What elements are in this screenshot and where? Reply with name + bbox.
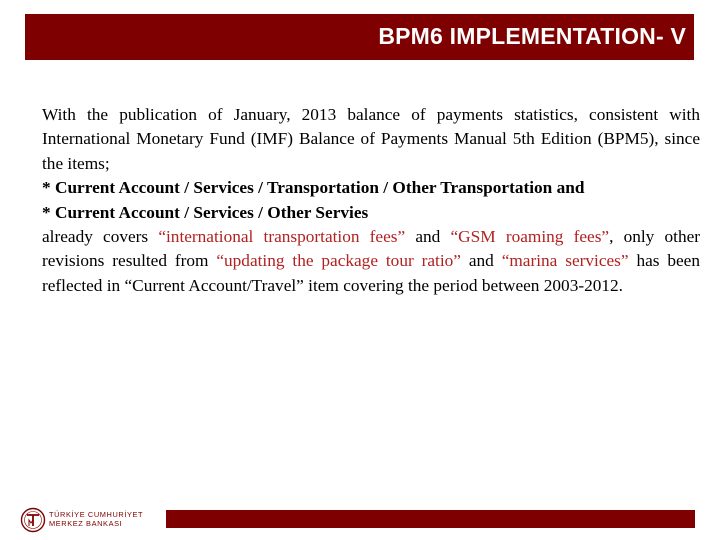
intro-paragraph: With the publication of January, 2013 balance of payments statistics, consistent with International Monetary Fund (IMF) Balance of Payments Manual 5th Edition (BPM5), since the items; [42, 105, 700, 173]
text-segment: , only other revisions resulted from [42, 227, 701, 271]
tcmb-emblem-icon [20, 507, 46, 533]
footer-bar [166, 510, 695, 528]
text-segment: and [460, 251, 502, 271]
logo-line-2: MERKEZ BANKASI [49, 519, 123, 528]
item-other-services: * Current Account / Services / Other Servies [42, 202, 369, 222]
logo-text [49, 510, 143, 528]
text-segment: and [405, 227, 451, 247]
item-transportation: * Current Account / Services / Transportation / Other Transportation and [42, 178, 585, 198]
highlight-transport-fees: “international transportation fees” [158, 227, 406, 247]
logo-line-1: TÜRKİYE CUMHURİYET [49, 510, 144, 519]
text-segment: has been reflected in “Current Account/Travel” item covering the period between 2003-2012. [42, 251, 700, 295]
slide-body [42, 103, 700, 298]
highlight-package-tour: “updating the package tour ratio” [216, 251, 461, 271]
title-bar [25, 14, 694, 60]
highlight-gsm-roaming: “GSM roaming fees” [450, 227, 610, 247]
conclusion-paragraph [42, 225, 700, 298]
slide-title: BPM6 IMPLEMENTATION- V [378, 23, 686, 49]
central-bank-logo [20, 507, 155, 533]
highlight-marina: “marina services” [501, 251, 629, 271]
text-segment: already covers [42, 227, 159, 247]
